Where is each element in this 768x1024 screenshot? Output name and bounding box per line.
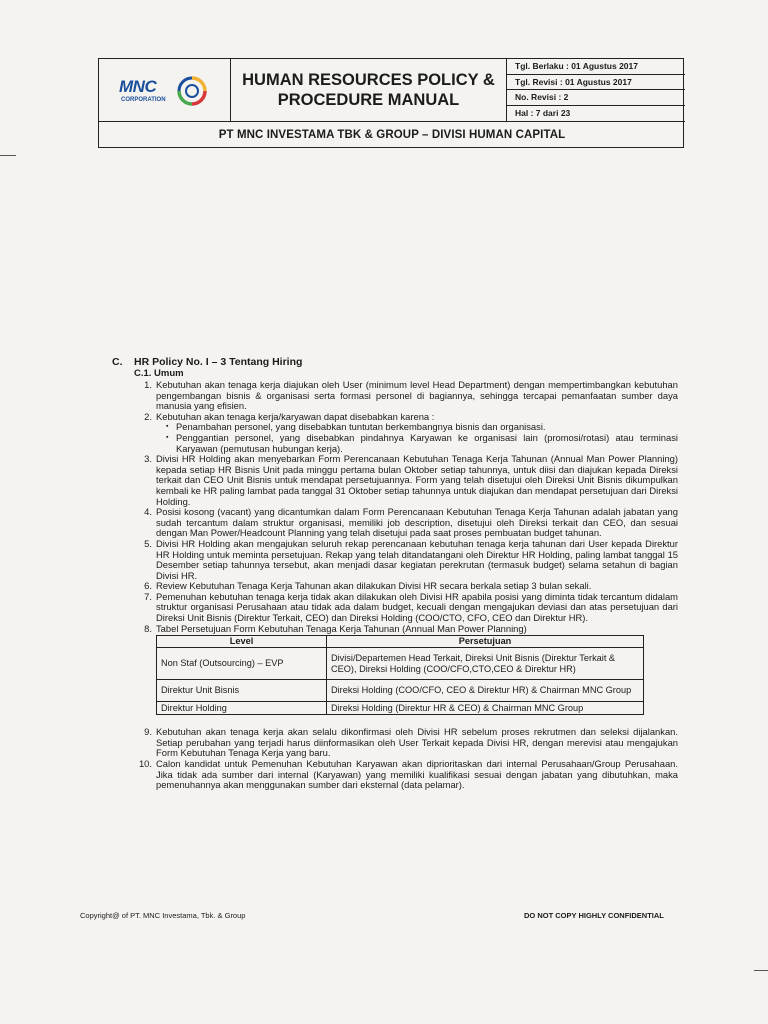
bullet-item: ▪ Penambahan personel, yang disebabkan tuntutan berkembangnya bisnis dan organisasi. [166,422,678,433]
logo-cell [99,59,231,121]
table-cell-level: Non Staf (Outsourcing) – EVP [157,648,327,680]
table-cell-level: Direktur Holding [157,702,327,715]
logo-text: MNC [119,77,157,96]
logo-subtext: CORPORATION [121,97,166,103]
logo-ring-icon [175,75,209,107]
bullet-item: ▪ Penggantian personel, yang disebabkan pindahnya Karyawan ke organisasi lain (promosi/rotasi) atau terminasi Karyawan (pemutusan hubungan kerja). [166,433,678,454]
policy-list [138,379,678,791]
list-item-text: Kebutuhan akan tenaga kerja diajukan oleh User (minimum level Head Department) dengan mempertimbangkan kebutuhan pengembangan bisnis & organisasi serta formasi personel di bagiannya, sehingga tercapai pemanfaatan sumber daya manusia yang efisien. [156,379,678,412]
manual-title [231,59,507,121]
table-cell-approval: Direksi Holding (Direktur HR & CEO) & Chairman MNC Group [327,702,644,715]
meta-revision-date: Tgl. Revisi : 01 Agustus 2017 [507,75,685,91]
table-header-row [157,636,644,648]
list-item-text: Divisi HR Holding akan mengajukan seluruh rekap perencanaan kebutuhan tenaga kerja tahunan dari User kepada Direktur HR Holding untuk meminta persetujuan. Rekap yang telah ditandatangani oleh Direktur HR Holding, paling lambat tanggal 15 Desember setiap tahunnya tersebut, akan menjadi dasar kegiatan perekrutan (termasuk budget) selama setahun di bagian Divisi HR. [156,537,678,581]
list-item-text: Kebutuhan akan tenaga kerja/karyawan dapat disebabkan karena : [156,410,435,422]
list-item-text: Review Kebutuhan Tenaga Kerja Tahunan akan dilakukan Divisi HR secara berkala setiap 3 bulan sekali. [156,580,592,592]
scan-edge-line [754,970,768,971]
meta-revision-number: No. Revisi : 2 [507,90,685,106]
section-number: C. [112,356,123,368]
list-item-text: Tabel Persetujuan Form Kebutuhan Tenaga Kerja Tahunan (Annual Man Power Planning) [156,622,527,634]
list-item: 3. Divisi HR Holding akan menyebarkan Form Perencanaan Kebutuhan Tenaga Kerja Tahunan (Annual Man Power Planning) kepada setiap HR Bisnis Unit pada minggu pertama bulan Oktober setiap tahunnya, untuk diisi dan diajukan kepada Direksi terkait dan CEO Unit Bisnis untuk mendapat persetujuannya. Form yang telah disetujui oleh Direksi Unit Bisnis dikumpulkan kembali ke HR paling lambat pada tanggal 31 Oktober setiap tahunnya untuk diajukan dan mendapat persetujuan dari Direksi Holding. [144,453,678,507]
table-cell-approval: Direksi Holding (COO/CFO, CEO & Direktur HR) & Chairman MNC Group [327,680,644,702]
list-item-text: Pemenuhan kebutuhan tenaga kerja tidak akan dilakukan oleh Divisi HR apabila posisi yang diminta tidak tercantum didalam struktur organisasi Perusahaan atau tidak ada dalam budget, kecuali dengan mengajukan deviasi dan atas persetujuan dari Direksi Unit Bisnis (Direktur Terkait, CEO) dan Direksi Holding (COO/CTO, CFO, CEO dan Direktur HR). [156,590,678,624]
subsection-heading: C.1. Umum [134,368,184,379]
list-item-text: Kebutuhan akan tenaga kerja akan selalu dikonfirmasi oleh Divisi HR sebelum proses rekrutmen dan seleksi dijalankan. Setiap perubahan yang terjadi harus diinformasikan oleh User Terkait kepada Divisi HR, dengan merevisi atau mengajukan Form Kebutuhan Tenaga Kerja yang baru. [156,726,678,759]
list-item-text: Divisi HR Holding akan menyebarkan Form Perencanaan Kebutuhan Tenaga Kerja Tahunan (Annual Man Power Planning) kepada setiap HR Bisnis Unit pada minggu pertama bulan Oktober setiap tahunnya, untuk diisi dan diajukan kepada Direksi terkait dan CEO Unit Bisnis untuk mendapat persetujuannya. Form yang telah disetujui oleh Direksi Unit Bisnis dikumpulkan kembali ke HR paling lambat pada tanggal 31 Oktober setiap tahunnya untuk diajukan dan mendapat persetujuan dari Direksi Holding. [156,453,678,507]
list-item-text: Posisi kosong (vacant) yang dicantumkan dalam Form Perencanaan Kebutuhan Tenaga Kerja Tahunan adalah jabatan yang sudah tercantum dalam struktur organisasi, memiliki job description, disetujui oleh Direksi terkait dan CEO, dan sesuai dengan Man Power/Headcount Planning yang telah disetujui pada saat proses pembuatan budget tahunan. [156,506,678,539]
footer-confidential: DO NOT COPY HIGHLY CONFIDENTIAL [524,911,664,920]
list-item: 8. Tabel Persetujuan Form Kebutuhan Tenaga Kerja Tahunan (Annual Man Power Planning) [144,622,527,634]
title-line-2: PROCEDURE MANUAL [277,91,460,109]
list-item: 10. Calon kandidat untuk Pemenuhan Kebutuhan Karyawan akan diprioritaskan dari internal Perusahaan/Group Perusahaan. Jika tidak ada sumber dari internal (Karyawan) yang memiliki kualifikasi sesuai dengan jabatan yang dibutuhkan, maka pemenuhannya akan menggunakan sumber dari eksternal (data pelamar). [138,758,678,791]
company-logo [119,75,215,107]
list-item: 5. Divisi HR Holding akan mengajukan seluruh rekap perencanaan kebutuhan tenaga kerja tahunan dari User kepada Direktur HR Holding untuk meminta persetujuan. Rekap yang telah ditandatangani oleh Direktur HR Holding, paling lambat tanggal 15 Desember setiap tahunnya tersebut, akan menjadi dasar kegiatan perekrutan (termasuk budget) selama setahun di bagian Divisi HR. [144,537,678,581]
column-header-approval: Persetujuan [327,636,644,648]
list-item: 7. Pemenuhan kebutuhan tenaga kerja tidak akan dilakukan oleh Divisi HR apabila posisi yang diminta tidak tercantum didalam struktur organisasi Perusahaan atau tidak ada dalam budget, kecuali dengan mengajukan deviasi dan atas persetujuan dari Direksi Unit Bisnis (Direktur Terkait, CEO) dan Direksi Holding (COO/CTO, CFO, CEO dan Direktur HR). [144,590,678,624]
section-title: HR Policy No. I – 3 Tentang Hiring [134,356,303,368]
meta-effective-date: Tgl. Berlaku : 01 Agustus 2017 [507,59,685,75]
list-item: 9. Kebutuhan akan tenaga kerja akan selalu dikonfirmasi oleh Divisi HR sebelum proses rekrutmen dan seleksi dijalankan. Setiap perubahan yang terjadi harus diinformasikan oleh User Terkait kepada Divisi HR, dengan merevisi atau mengajukan Form Kebutuhan Tenaga Kerja yang baru. [144,726,678,759]
table-row [157,702,644,715]
approval-table [156,635,644,715]
section-heading [112,356,302,368]
list-item: 4. Posisi kosong (vacant) yang dicantumkan dalam Form Perencanaan Kebutuhan Tenaga Kerja Tahunan adalah jabatan yang sudah tercantum dalam struktur organisasi, memiliki job description, disetujui oleh Direksi terkait dan CEO, dan sesuai dengan Man Power/Headcount Planning yang telah disetujui pada saat proses pembuatan budget tahunan. [144,506,678,539]
company-division-subtitle: PT MNC INVESTAMA TBK & GROUP – DIVISI HUMAN CAPITAL [99,121,685,147]
footer-copyright: Copyright@ of PT. MNC Investama, Tbk. & Group [80,911,246,920]
list-item: 1. Kebutuhan akan tenaga kerja diajukan oleh User (minimum level Head Department) dengan mempertimbangkan kebutuhan pengembangan bisnis & organisasi serta formasi personel di bagiannya, sehingga tercapai pemanfaatan sumber daya manusia yang efisien. [144,379,678,412]
document-meta [507,59,685,121]
title-line-1: HUMAN RESOURCES POLICY & [242,71,495,89]
meta-page-number: Hal : 7 dari 23 [515,107,571,118]
list-item-text: Calon kandidat untuk Pemenuhan Kebutuhan Karyawan akan diprioritaskan dari internal Perusahaan/Group Perusahaan. Jika tidak ada sumber dari internal (Karyawan) yang memiliki kualifikasi sesuai dengan jabatan yang dibutuhkan, maka pemenuhannya akan menggunakan sumber dari eksternal (data pelamar). [156,758,678,791]
table-cell-approval: Divisi/Departemen Head Terkait, Direksi Unit Bisnis (Direktur Terkait & CEO), Direksi Holding (COO/CFO,CTO,CEO & Direktur HR) [327,648,644,680]
table-row [157,648,644,680]
list-item: 6. Review Kebutuhan Tenaga Kerja Tahunan akan dilakukan Divisi HR secara berkala setiap 3 bulan sekali. [144,580,592,592]
table-cell-level: Direktur Unit Bisnis [157,680,327,702]
table-row [157,680,644,702]
bullet-list [156,422,678,454]
scan-edge-line [0,155,16,156]
column-header-level: Level [157,636,327,648]
list-item: 2. Kebutuhan akan tenaga kerja/karyawan dapat disebabkan karena : ▪ Penambahan personel, yang disebabkan tuntutan berkembangnya bisnis dan organisasi. ▪ Penggantian personel, yang disebabkan pindahnya Karyawan ke organisasi lain (promosi/rotasi) atau terminasi Karyawan (pemutusan hubungan kerja). [156,412,678,454]
document-header [98,58,684,148]
